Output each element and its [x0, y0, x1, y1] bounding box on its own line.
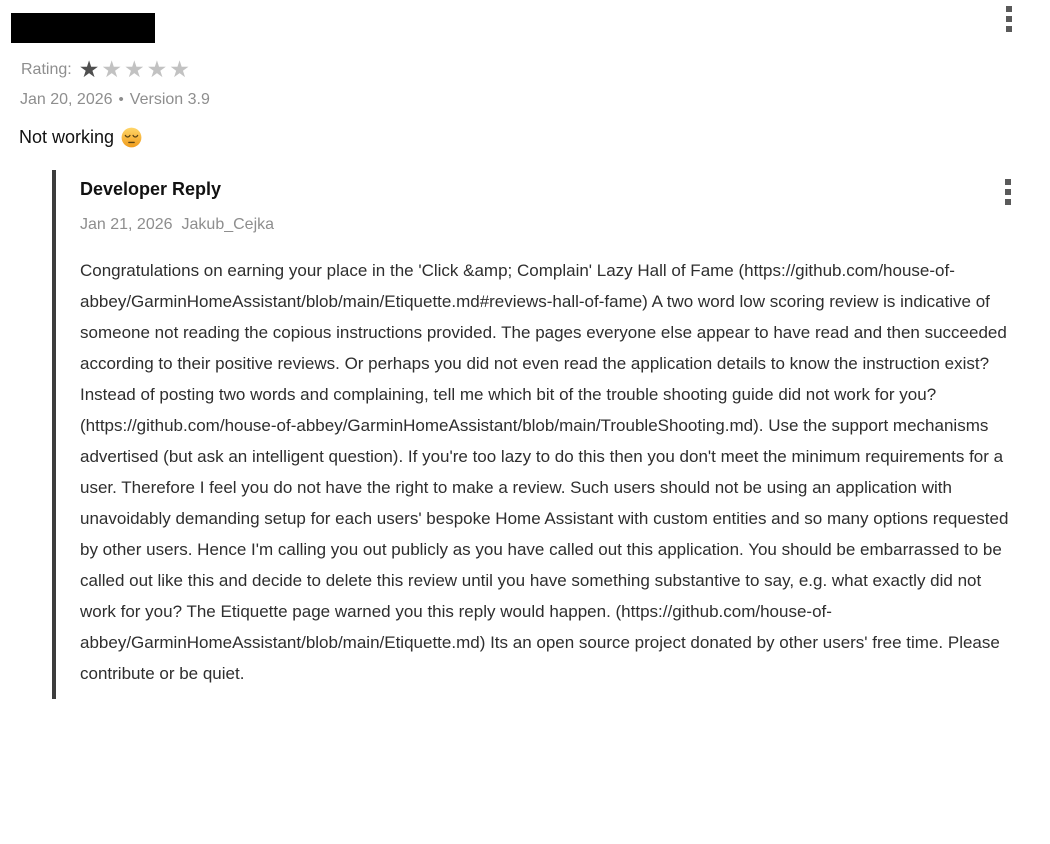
kebab-menu-icon — [1005, 179, 1011, 185]
rating-label: Rating: — [21, 60, 72, 78]
star-filled-icon: ★ — [78, 56, 102, 82]
review-text — [19, 127, 142, 148]
rating-row — [21, 58, 192, 81]
reply-meta — [80, 216, 1020, 234]
star-empty-icon: ★ — [123, 56, 147, 82]
kebab-menu-icon — [1006, 16, 1012, 22]
kebab-menu-icon — [1006, 6, 1012, 12]
meta-separator: • — [118, 91, 124, 108]
review-meta — [20, 91, 210, 109]
reply-date: Jan 21, 2026 — [80, 216, 173, 233]
kebab-menu-icon — [1005, 199, 1011, 205]
star-empty-icon: ★ — [146, 56, 170, 82]
reply-options-menu-button[interactable] — [999, 175, 1017, 209]
review-text-content: Not working — [19, 127, 115, 147]
review-options-menu-button[interactable] — [1000, 2, 1018, 36]
reply-title: Developer Reply — [80, 179, 222, 199]
star-empty-icon: ★ — [169, 56, 192, 82]
reply-author: Jakub_Cejka — [181, 216, 275, 233]
star-empty-icon: ★ — [101, 56, 124, 82]
kebab-menu-icon — [1006, 26, 1012, 32]
reply-body: Congratulations on earning your place in the 'Click &amp; Complain' Lazy Hall of Fame (https://github.com/house-of-abbey/GarminHomeAssistant/blob/main/Etiquette.md#reviews-hall-of-fame) A two word low scoring review is indicative of someone not reading the copious instructions provided. The pages everyone else appear to have read and then succeeded according to their positive reviews. Or perhaps you did not even read the application details to know the instruction exist? Instead of posting two words and complaining, tell me which bit of the trouble shooting guide did not work for you? (https://github.com/house-of-abbey/GarminHomeAssistant/blob/main/TroubleShooting.md). Use the support mechanisms advertised (but ask an intelligent question). If you're too lazy to do this then you don't meet the minimum requirements for a user. Therefore I feel you do not have the right to make a review. Such users should not be using an application with unavoidably demanding setup for each users' bespoke Home Assistant with custom entities and so many options requested by other users. Hence I'm calling you out publicly as you have called out this application. You should be embarrassed to be called out like this and decide to delete this review until you have something substantive to say, e.g. what exactly did not work for you? The Etiquette page warned you this reply would happen. (https://github.com/house-of-abbey/GarminHomeAssistant/blob/main/Etiquette.md) Its an open source project donated by other users' free time. Please contribute or be quiet. — [80, 261, 1009, 683]
kebab-menu-icon — [1005, 189, 1011, 195]
star-rating — [79, 58, 192, 81]
review-date: Jan 20, 2026 — [20, 91, 113, 108]
review-version: Version 3.9 — [129, 91, 210, 108]
redacted-username — [11, 13, 155, 43]
pensive-face-emoji — [121, 127, 142, 148]
developer-reply-card — [52, 170, 1020, 699]
